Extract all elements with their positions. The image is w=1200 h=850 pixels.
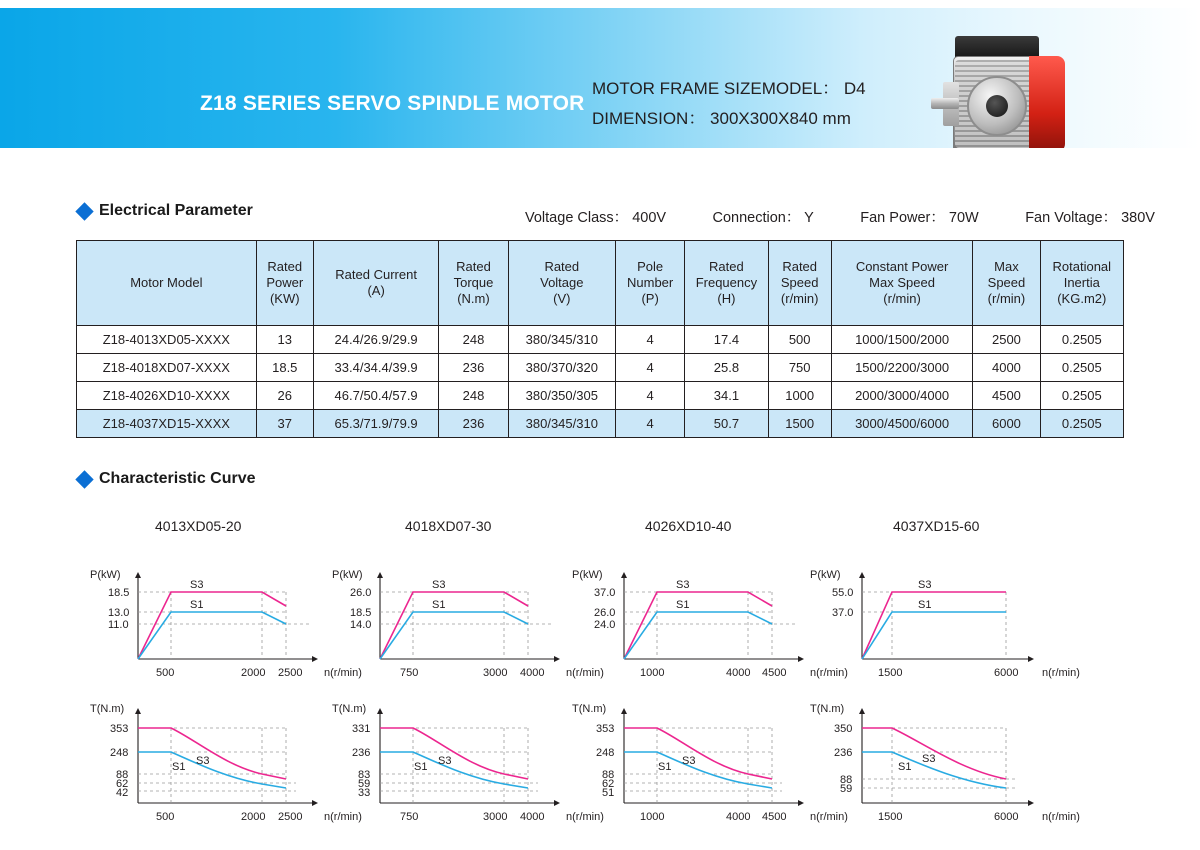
torque-chart-4-ytick-0: 350 — [834, 723, 853, 735]
torque-chart-3-xtick-2: 4500 — [762, 811, 787, 823]
power-chart-3-xlabel: n(r/min) — [810, 667, 848, 679]
cell-frequency: 50.7 — [685, 410, 768, 438]
electrical-parameter-table — [76, 240, 1124, 438]
cell-current: 65.3/71.9/79.9 — [313, 410, 438, 438]
cell-current: 24.4/26.9/29.9 — [313, 326, 438, 354]
torque-chart-1-ytick-2: 88 — [116, 769, 129, 781]
torque-chart-1-xtick-0: 500 — [156, 811, 175, 823]
torque-chart-1-xlabel: n(r/min) — [324, 811, 362, 823]
torque-chart-2-ytick-3: 59 — [358, 778, 371, 790]
torque-chart-1-series-s1: S1 — [172, 761, 186, 773]
cell-const-power-max-speed: 1000/1500/2000 — [831, 326, 973, 354]
power-chart-2-xtick-1: 3000 — [483, 667, 508, 679]
power-chart-2-xlabel: n(r/min) — [566, 667, 604, 679]
torque-chart-4 — [810, 700, 1100, 830]
electrical-meta — [525, 206, 1155, 227]
power-chart-4-series-s1: S1 — [918, 599, 932, 611]
torque-chart-3-xtick-1: 4000 — [726, 811, 751, 823]
section-heading-electrical — [78, 202, 253, 220]
power-chart-3-ytick-0: 37.0 — [594, 587, 616, 599]
torque-chart-4-ylabel: T(N.m) — [810, 703, 845, 715]
cell-inertia: 0.2505 — [1040, 410, 1123, 438]
cell-pole: 4 — [616, 382, 685, 410]
torque-chart-1-ytick-4: 42 — [116, 787, 129, 799]
cell-pole: 4 — [616, 326, 685, 354]
cell-voltage: 380/350/305 — [508, 382, 615, 410]
torque-chart-2-series-s3: S3 — [438, 755, 452, 767]
torque-chart-4-ytick-2: 88 — [840, 774, 853, 786]
table-row — [77, 326, 1124, 354]
power-chart-4-ylabel: P(kW) — [810, 569, 841, 581]
cell-const-power-max-speed: 1500/2200/3000 — [831, 354, 973, 382]
power-chart-4-ytick-0: 55.0 — [832, 587, 854, 599]
power-chart-1-ylabel: P(kW) — [90, 569, 121, 581]
cell-max-speed: 4000 — [973, 354, 1040, 382]
cell-power: 18.5 — [256, 354, 313, 382]
torque-chart-1-ylabel: T(N.m) — [90, 703, 125, 715]
torque-chart-1-ytick-3: 62 — [116, 778, 129, 790]
power-chart-3-ytick-2: 24.0 — [594, 619, 616, 631]
fan-voltage: Fan Voltage： 380V — [1025, 210, 1155, 226]
cell-pole: 4 — [616, 354, 685, 382]
cell-model: Z18-4013XD05-XXXX — [77, 326, 257, 354]
cell-current: 33.4/34.4/39.9 — [313, 354, 438, 382]
power-chart-2-xtick-0: 750 — [400, 667, 419, 679]
cell-max-speed: 2500 — [973, 326, 1040, 354]
table-row — [77, 354, 1124, 382]
power-chart-3-ytick-1: 26.0 — [594, 607, 616, 619]
torque-chart-1-ytick-0: 353 — [110, 723, 129, 735]
torque-chart-4-series-s3: S3 — [922, 753, 936, 765]
diamond-bullet-icon — [75, 202, 93, 220]
motor-frame-size: MOTOR FRAME SIZEMODEL： D4 — [592, 79, 866, 98]
column-header-rated-frequency: Rated Frequency (H) — [685, 241, 768, 326]
column-header-rated-power: Rated Power (KW) — [256, 241, 313, 326]
cell-inertia: 0.2505 — [1040, 326, 1123, 354]
cell-frequency: 34.1 — [685, 382, 768, 410]
curve-title-4: 4037XD15-60 — [893, 518, 980, 534]
table-header-row — [77, 241, 1124, 326]
power-chart-1-series-s3: S3 — [190, 579, 204, 591]
cell-inertia: 0.2505 — [1040, 382, 1123, 410]
power-chart-2-ytick-0: 26.0 — [350, 587, 372, 599]
power-chart-2-xtick-2: 4000 — [520, 667, 545, 679]
torque-chart-3-ytick-2: 88 — [602, 769, 615, 781]
cell-frequency: 17.4 — [685, 326, 768, 354]
torque-chart-1-series-s3: S3 — [196, 755, 210, 767]
power-chart-4-xlabel: n(r/min) — [1042, 667, 1080, 679]
cell-rated-speed: 1000 — [768, 382, 831, 410]
power-chart-2-ytick-2: 14.0 — [350, 619, 372, 631]
cell-torque: 248 — [439, 382, 508, 410]
column-header-max-speed: Max Speed (r/min) — [973, 241, 1040, 326]
power-chart-4-xtick-1: 6000 — [994, 667, 1019, 679]
torque-chart-2-ytick-0: 331 — [352, 723, 371, 735]
power-chart-1-xlabel: n(r/min) — [324, 667, 362, 679]
cell-model: Z18-4018XD07-XXXX — [77, 354, 257, 382]
torque-chart-4-xlabel: n(r/min) — [1042, 811, 1080, 823]
cell-model: Z18-4037XD15-XXXX — [77, 410, 257, 438]
cell-voltage: 380/345/310 — [508, 410, 615, 438]
torque-chart-2-xtick-1: 3000 — [483, 811, 508, 823]
torque-chart-3-xlabel: n(r/min) — [810, 811, 848, 823]
torque-chart-4-xtick-0: 1500 — [878, 811, 903, 823]
torque-chart-4-xtick-1: 6000 — [994, 811, 1019, 823]
cell-voltage: 380/345/310 — [508, 326, 615, 354]
power-chart-4-ytick-1: 37.0 — [832, 607, 854, 619]
power-chart-3-series-s3: S3 — [676, 579, 690, 591]
voltage-class: Voltage Class： 400V — [525, 210, 667, 226]
cell-const-power-max-speed: 2000/3000/4000 — [831, 382, 973, 410]
power-chart-1-ytick-2: 11.0 — [108, 619, 129, 631]
cell-inertia: 0.2505 — [1040, 354, 1123, 382]
power-chart-3-xtick-1: 4000 — [726, 667, 751, 679]
power-chart-1-xtick-0: 500 — [156, 667, 175, 679]
torque-chart-2-xlabel: n(r/min) — [566, 811, 604, 823]
column-header-rotational-inertia: Rotational Inertia (KG.m2) — [1040, 241, 1123, 326]
power-chart-1-ytick-0: 18.5 — [108, 587, 130, 599]
torque-chart-3-series-s1: S1 — [658, 761, 672, 773]
torque-chart-2-xtick-0: 750 — [400, 811, 419, 823]
motor-front-face — [967, 76, 1027, 136]
torque-chart-3-ylabel: T(N.m) — [572, 703, 607, 715]
power-chart-1-ytick-1: 13.0 — [108, 607, 130, 619]
cell-max-speed: 6000 — [973, 410, 1040, 438]
torque-chart-3-ytick-4: 51 — [602, 787, 615, 799]
table-row — [77, 382, 1124, 410]
page-title: Z18 SERIES SERVO SPINDLE MOTOR — [200, 92, 585, 115]
column-header-rated-current: Rated Current (A) — [313, 241, 438, 326]
torque-chart-4-ytick-1: 236 — [834, 747, 853, 759]
power-chart-1-xtick-1: 2000 — [241, 667, 266, 679]
column-header-motor-model: Motor Model — [77, 241, 257, 326]
cell-rated-speed: 1500 — [768, 410, 831, 438]
torque-chart-3-ytick-1: 248 — [596, 747, 615, 759]
section-heading-curve — [78, 470, 256, 488]
torque-chart-2-ytick-2: 83 — [358, 769, 371, 781]
motor-dimension: DIMENSION： 300X300X840 mm — [592, 109, 851, 128]
column-header-constant-power-max-speed: Constant Power Max Speed (r/min) — [831, 241, 973, 326]
torque-chart-3-xtick-0: 1000 — [640, 811, 665, 823]
torque-chart-2-series-s1: S1 — [414, 761, 428, 773]
power-chart-1-series-s1: S1 — [190, 599, 204, 611]
cell-pole: 4 — [616, 410, 685, 438]
column-header-rated-voltage: Rated Voltage (V) — [508, 241, 615, 326]
curve-title-1: 4013XD05-20 — [155, 518, 242, 534]
torque-chart-2-xtick-2: 4000 — [520, 811, 545, 823]
power-chart-2-ylabel: P(kW) — [332, 569, 363, 581]
torque-chart-3-series-s3: S3 — [682, 755, 696, 767]
power-chart-4 — [810, 566, 1100, 686]
cell-torque: 236 — [439, 354, 508, 382]
power-chart-3-xtick-2: 4500 — [762, 667, 787, 679]
cell-torque: 236 — [439, 410, 508, 438]
cell-const-power-max-speed: 3000/4500/6000 — [831, 410, 973, 438]
column-header-rated-speed: Rated Speed (r/min) — [768, 241, 831, 326]
cell-voltage: 380/370/320 — [508, 354, 615, 382]
torque-chart-1-xtick-1: 2000 — [241, 811, 266, 823]
torque-chart-2-ytick-1: 236 — [352, 747, 371, 759]
fan-power: Fan Power： 70W — [860, 210, 979, 226]
cell-power: 37 — [256, 410, 313, 438]
connection: Connection： Y — [712, 210, 814, 226]
cell-current: 46.7/50.4/57.9 — [313, 382, 438, 410]
section-title-electrical: Electrical Parameter — [99, 202, 253, 219]
power-chart-1-xtick-2: 2500 — [278, 667, 303, 679]
torque-chart-1-xtick-2: 2500 — [278, 811, 303, 823]
torque-chart-4-ytick-3: 59 — [840, 783, 853, 795]
curve-title-2: 4018XD07-30 — [405, 518, 492, 534]
cell-power: 13 — [256, 326, 313, 354]
torque-chart-2-ylabel: T(N.m) — [332, 703, 367, 715]
cell-rated-speed: 750 — [768, 354, 831, 382]
diamond-bullet-icon — [75, 470, 93, 488]
cell-rated-speed: 500 — [768, 326, 831, 354]
motor-end-cap — [1029, 56, 1065, 148]
cell-frequency: 25.8 — [685, 354, 768, 382]
cell-max-speed: 4500 — [973, 382, 1040, 410]
torque-chart-4-series-s1: S1 — [898, 761, 912, 773]
cell-torque: 248 — [439, 326, 508, 354]
power-chart-2-ytick-1: 18.5 — [350, 607, 372, 619]
power-chart-3-ylabel: P(kW) — [572, 569, 603, 581]
torque-chart-2-ytick-4: 33 — [358, 787, 371, 799]
header-banner — [0, 8, 1200, 148]
section-title-curve: Characteristic Curve — [99, 470, 256, 487]
column-header-rated-torque: Rated Torque (N.m) — [439, 241, 508, 326]
cell-model: Z18-4026XD10-XXXX — [77, 382, 257, 410]
motor-product-image — [925, 20, 1105, 148]
motor-shaft — [931, 98, 959, 109]
torque-chart-3-ytick-0: 353 — [596, 723, 615, 735]
power-chart-3-xtick-0: 1000 — [640, 667, 665, 679]
torque-chart-3-ytick-3: 62 — [602, 778, 615, 790]
power-chart-4-series-s3: S3 — [918, 579, 932, 591]
power-chart-2-series-s1: S1 — [432, 599, 446, 611]
column-header-pole-number: Pole Number (P) — [616, 241, 685, 326]
torque-chart-1-ytick-1: 248 — [110, 747, 129, 759]
table-row — [77, 410, 1124, 438]
curve-title-3: 4026XD10-40 — [645, 518, 732, 534]
cell-power: 26 — [256, 382, 313, 410]
power-chart-2-series-s3: S3 — [432, 579, 446, 591]
power-chart-4-xtick-0: 1500 — [878, 667, 903, 679]
power-chart-3-series-s1: S1 — [676, 599, 690, 611]
